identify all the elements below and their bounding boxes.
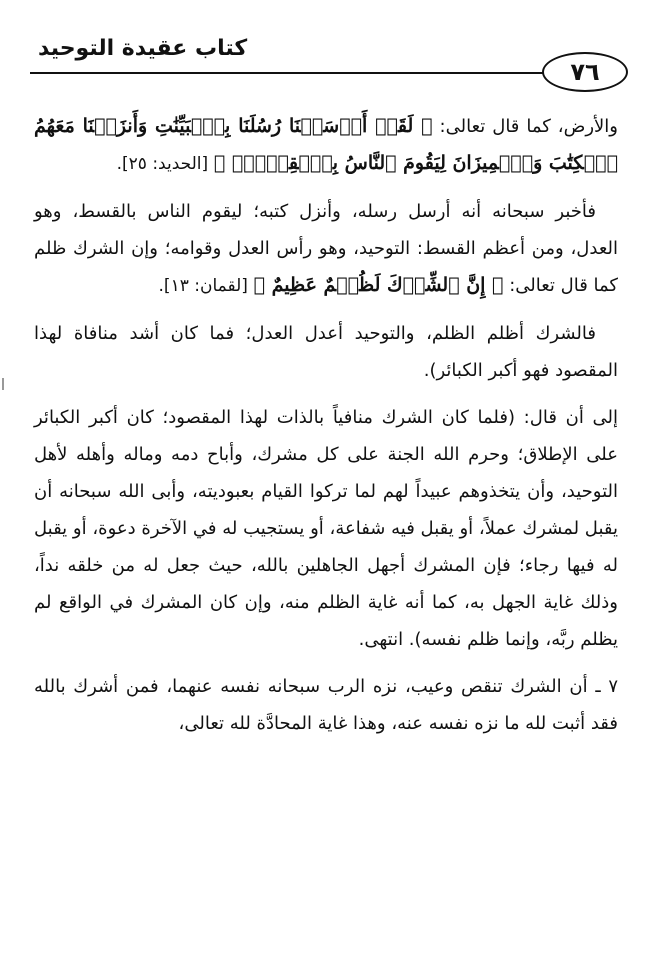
verse-reference: [لقمان: ١٣]. — [158, 276, 248, 296]
text-run: فأخبر سبحانه أنه أرسل رسله، وأنزل كتبه؛ ليقوم الناس بالقسط، وهو العدل، ومن أعظم القسط: التوحيد، وهو رأس العدل وقوامه؛ وإن الشرك ظلم كما قال تعالى: — [34, 201, 618, 296]
body-text — [34, 108, 618, 752]
verse-reference: [الحديد: ٢٥]. — [116, 154, 209, 174]
text-run: إلى أن قال: (فلما كان الشرك منافياً بالذات لهذا المقصود؛ كان أكبر الكبائر على الإطلاق؛ وحرم الله الجنة على كل مشرك، وأباح دمه وماله وأهله لأهل التوحيد، وأن يتخذوهم عبيداً لهم لما تركوا القيام بعبوديته، وأبى الله سبحانه أن يقبل لمشرك عملاً، أو يقبل فيه شفاعة، أو يستجيب له في الآخرة دعوة، أو يقبل له فيها رجاء؛ فإن المشرك أجهل الجاهلين بالله، حيث جعل له من خلقه نداً، وذلك غاية الجهل به، كما أنه غاية الظلم منه، وإن كان المشرك في الواقع لم يظلم ربَّه، وإنما ظلم نفسه). انتهى. — [34, 407, 618, 650]
paragraph-quote-continued — [34, 399, 618, 658]
text-run: فالشرك أظلم الظلم، والتوحيد أعدل العدل؛ فما كان أشد منافاة لهذا المقصود فهو أكبر الكبائر). — [34, 323, 618, 381]
paragraph-quote-hadid — [34, 108, 618, 183]
paragraph-point-7 — [34, 668, 618, 742]
running-header — [30, 22, 630, 92]
page-number: ٧٦ — [542, 52, 628, 92]
text-run: والأرض، كما قال تعالى: — [432, 116, 618, 137]
book-title: كتاب عقيدة التوحيد — [38, 36, 248, 61]
text-run: ٧ ـ أن الشرك تنقص وعيب، نزه الرب سبحانه نفسه عنهما، فمن أشرك بالله فقد أثبت لله ما نزه نفسه عنه، وهذا غاية المحادَّة لله تعالى، — [34, 676, 618, 734]
margin-mark — [2, 378, 4, 390]
quran-verse: ﴿ لَقَدۡ أَرۡسَلۡنَا رُسُلَنَا بِٱلۡبَيِّنَٰتِ وَأَنزَلۡنَا مَعَهُمُ ٱلۡكِتَٰبَ وَٱلۡمِيزَانَ لِيَقُومَ ٱلنَّاسُ بِٱلۡقِسۡطِۖ ﴾ — [34, 115, 618, 174]
quran-verse: ﴿ إِنَّ ٱلشِّرۡكَ لَظُلۡمٌ عَظِيمٌ ﴾ — [253, 274, 504, 296]
header-rule — [30, 72, 550, 74]
paragraph-shirk-zulm — [34, 315, 618, 389]
paragraph-qist — [34, 193, 618, 305]
